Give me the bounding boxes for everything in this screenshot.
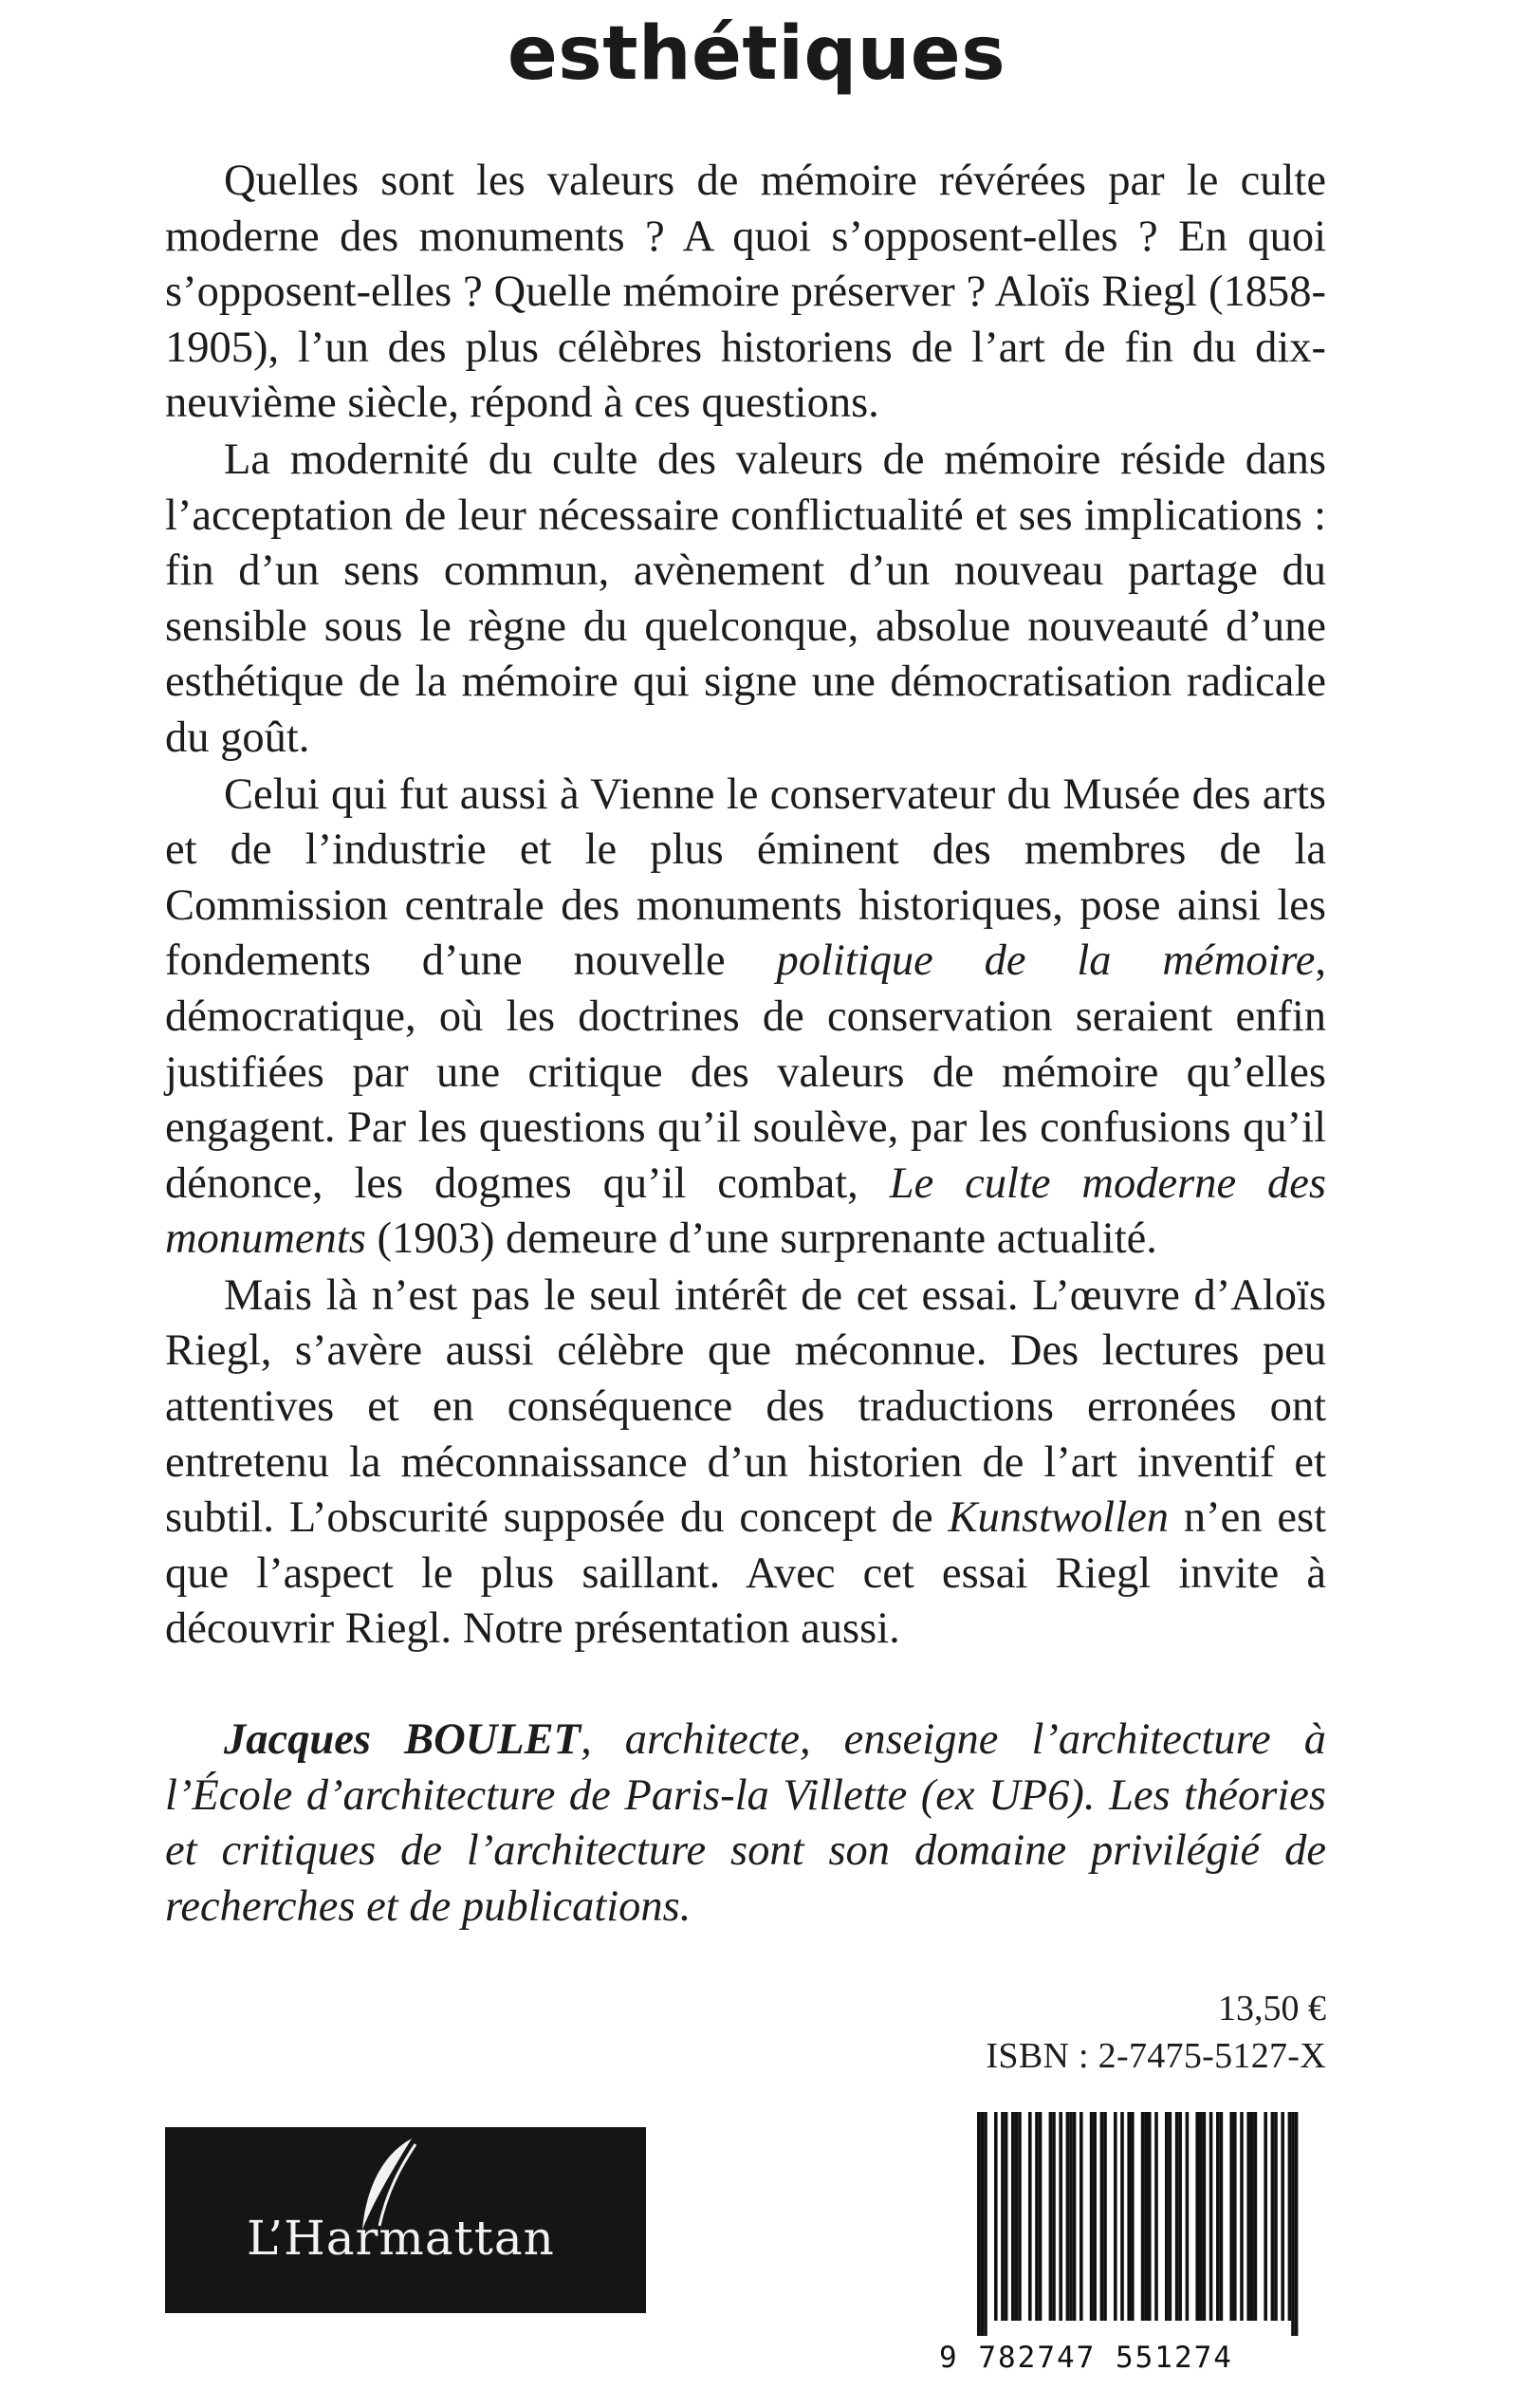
- barcode-bar: [977, 2112, 981, 2336]
- price: 13,50 €: [1218, 1989, 1326, 2028]
- barcode-bar: [1144, 2112, 1148, 2321]
- author-name: Jacques BOULET: [224, 1715, 581, 1765]
- barcode-bar: [1229, 2112, 1233, 2321]
- barcode-bar: [1069, 2112, 1073, 2321]
- barcode-bar: [1199, 2112, 1203, 2321]
- barcode-bar: [1052, 2112, 1056, 2321]
- barcode-bar: [1093, 2112, 1097, 2321]
- barcode-bar: [984, 2112, 987, 2336]
- paragraph-3-text-a: Celui qui fut aussi à Vienne le conservateur du Musée des arts et de l’industrie et le plus éminent des membres de la Commission centrale des monuments historiques, pose ainsi les fondements d’une nouvelle: [165, 769, 1326, 986]
- barcode-bar: [994, 2112, 998, 2321]
- paragraph-3-italic-b: Le culte moderne des monuments: [165, 1158, 1326, 1264]
- barcode-bar: [1114, 2112, 1117, 2321]
- barcode-bar: [1141, 2112, 1145, 2321]
- barcode-bar: [1165, 2112, 1169, 2321]
- barcode-bar: [1035, 2112, 1039, 2321]
- barcode-bar: [1240, 2112, 1244, 2321]
- barcode-bar: [1291, 2112, 1295, 2336]
- barcode-bar: [1073, 2112, 1077, 2321]
- barcode-bar: [1154, 2112, 1158, 2321]
- barcode-bar: [1220, 2112, 1224, 2321]
- barcode-bar: [1274, 2112, 1278, 2321]
- barcode-bar: [1195, 2112, 1199, 2321]
- paragraph-3-text-c: (1903) demeure d’une surprenante actualité.: [365, 1214, 1157, 1264]
- barcode-bar: [1271, 2112, 1275, 2321]
- barcode-bar: [1203, 2112, 1207, 2321]
- barcode-bar: [1079, 2112, 1083, 2321]
- barcode-digits: 9 782747 551274: [939, 2341, 1233, 2375]
- barcode-bar: [1288, 2112, 1292, 2321]
- barcode: [966, 2112, 1336, 2368]
- barcode-bar: [1018, 2112, 1022, 2321]
- barcode-bar: [1028, 2112, 1032, 2321]
- isbn: ISBN : 2-7475-5127-X: [986, 2036, 1326, 2076]
- paragraph-3-text-b: , démocratique, où les doctrines de conservation seraient enfin justifiées par une critique des valeurs de mémoire qu’elles engagent. Par les questions qu’il soulève, par les confusions qu’il dénonce, les dogmes qu’il combat,: [165, 936, 1327, 1208]
- barcode-bar: [1131, 2112, 1135, 2321]
- author-bio: [165, 1713, 1326, 1935]
- barcode-bar: [1295, 2112, 1299, 2336]
- barcode-bar: [1039, 2112, 1042, 2321]
- page-title: esthétiques: [507, 11, 1006, 97]
- publisher-logo: [165, 2127, 646, 2313]
- barcode-bar: [1246, 2112, 1250, 2321]
- paragraph-3-italic-a: politique de la mémoire: [776, 936, 1316, 986]
- barcode-bar: [1049, 2112, 1053, 2321]
- barcode-bar: [1169, 2112, 1172, 2321]
- back-cover-text: [165, 154, 1326, 1979]
- barcode-bar: [1015, 2112, 1019, 2321]
- barcode-bar: [1148, 2112, 1152, 2321]
- paragraph-4-text-b: n’en est que l’aspect le plus saillant. Avec cet essai Riegl invite à découvrir Riegl. Notre présentation aussi.: [165, 1493, 1326, 1654]
- paragraph-3: [165, 768, 1326, 1268]
- barcode-bar: [1005, 2112, 1008, 2321]
- barcode-bar: [1100, 2112, 1104, 2321]
- barcode-bar: [1216, 2112, 1220, 2321]
- barcode-bar: [1209, 2112, 1213, 2321]
- barcode-bar: [1254, 2112, 1258, 2321]
- barcode-bar: [1281, 2112, 1284, 2321]
- barcode-bar: [1001, 2112, 1005, 2321]
- barcode-bar: [1127, 2112, 1131, 2321]
- barcode-bar: [1011, 2112, 1015, 2321]
- barcode-bar: [1250, 2112, 1254, 2321]
- barcode-bar: [1186, 2112, 1190, 2321]
- author-bio-text: , architecte, enseigne l’architecture à l’École d’architecture de Paris-la Villette (ex UP6). Les théories et critiques de l’architecture sont son domaine privilégié de recherches et de publications.: [165, 1715, 1326, 1931]
- barcode-bar: [1103, 2112, 1107, 2321]
- barcode-bars: [966, 2112, 1336, 2340]
- barcode-bar: [1090, 2112, 1094, 2321]
- paragraph-2: La modernité du culte des valeurs de mémoire réside dans l’acceptation de leur nécessaire conflictualité et ses implications : fin d’un sens commun, avènement d’un nouveau partage du sensible sous le règne du quelconque, absolue nouveauté d’une esthétique de la mémoire qui signe une démocratisation radicale du goût.: [165, 435, 1326, 762]
- barcode-bar: [1175, 2112, 1179, 2321]
- barcode-bar: [1066, 2112, 1070, 2321]
- paragraph-4-italic-a: Kunstwollen: [948, 1493, 1170, 1543]
- publisher-name: L’Harmattan: [247, 2211, 555, 2266]
- paragraph-1: Quelles sont les valeurs de mémoire révérées par le culte moderne des monuments ? A quoi s’opposent-elles ? En quoi s’opposent-elles ? Quelle mémoire préserver ? Aloïs Riegl (1858-1905), l’un des plus célèbres historiens de l’art de fin du dix-neuvième siècle, répond à ces questions.: [165, 157, 1326, 428]
- barcode-bar: [1059, 2112, 1062, 2321]
- barcode-bar: [1178, 2112, 1182, 2321]
- barcode-bar: [1233, 2112, 1237, 2321]
- barcode-bar: [981, 2112, 985, 2336]
- paragraph-4: [165, 1269, 1326, 1658]
- barcode-bar: [1264, 2112, 1267, 2321]
- paragraph-4-text-a: Mais là n’est pas le seul intérêt de cet essai. L’œuvre d’Aloïs Riegl, s’avère aussi célèbre que méconnue. Des lectures peu attentives et en conséquence des traductions erronées ont entretenu la méconnaissance d’un historien de l’art inventif et subtil. L’obscurité supposée du concept de: [165, 1270, 1326, 1543]
- barcode-bar: [1120, 2112, 1124, 2321]
